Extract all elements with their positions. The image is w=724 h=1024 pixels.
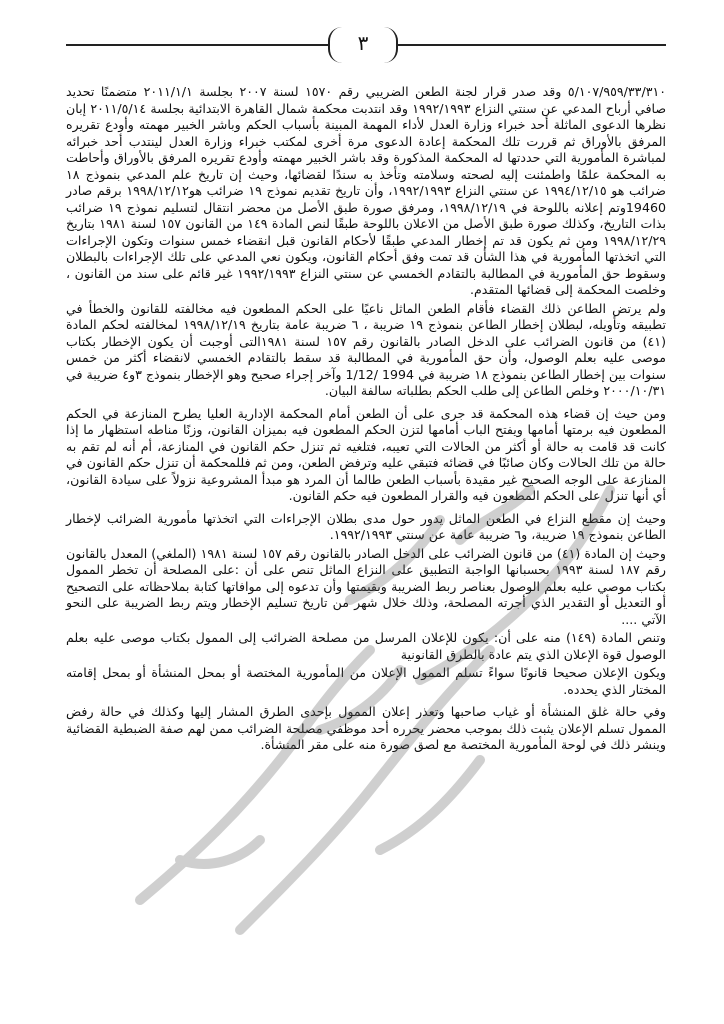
paragraph-7: ويكون الإعلان صحيحا قانونًا سواءً تسلم الممول الإعلان من المأمورية المختصة أو بمحل المنشأة أو بمحل إقامته المختار الذي يحدده. (66, 665, 666, 697)
document-body (66, 84, 666, 756)
paragraph-6: وتنص المادة (١٤٩) منه على أن: يكون للإعلان المرسل من مصلحة الضرائب إلى الممول بكتاب موصى عليه بعلم الوصول قوة الإعلان الذي يتم عادة بالطرق القانونية (66, 630, 666, 662)
paragraph-1: ٥/١٠٧/٩٥٩/٣٣/٣١٠ وقد صدر قرار لجنة الطعن الضريبي رقم ١٥٧٠ لسنة ٢٠٠٧ بجلسة ٢٠١١/١/١ متضمنًا تحديد صافي أرباح المدعي عن سنتي النزاع ١٩٩٢/١٩٩٣ وقد انتدبت محكمة شمال القاهرة الابتدائية بجلسة ٢٠١١/٥/١٤ إبان نظرها الدعوى الماثلة أحد خبراء وزارة العدل لأداء المهمة المبينة بأسباب الحكم وباشر الخبير مهمته وأودع تقريره المرفق بالأوراق ثم قررت تلك المحكمة إعادة الدعوى مرة أخرى لمكتب خبراء وزارة العدل لينتدب أحد خبرائه لمباشرة المأمورية التي حددتها له المحكمة المذكورة وقد باشر الخبير مهمته وأودع تقريره المرفق بالأوراق وأحاطت به المحكمة علمًا واطمئنت إليه لصحته وسلامته وتأخذ به سندًا لقضائها، وحيث إن تاريخ علم المدعي بنموذج ١٨ ضرائب هو ١٩٩٤/١٢/١٥ عن سنتي النزاع ١٩٩٢/١٩٩٣، وأن تاريخ تقديم نموذج ١٩ ضرائب هو١٩٩٨/١٢/١٢ برقم صادر 19460وتم إعلانه باللوحة في ١٩٩٨/١٢/١٩، ومرفق صورة طبق الأصل من محضر انتقال لتسليم نموذج ١٩ ضرائب بذات التاريخ، وكذلك صورة طبق الأصل من الاعلان باللوحة طبقًا لنص المادة ١٤٩ من القانون ١٥٧ لسنة ١٩٨١ بتاريخ ١٩٩٨/١٢/٢٩ ومن ثم يكون قد تم إخطار المدعي طبقًا لأحكام القانون قبل انقضاء خمس سنوات وتكون الإجراءات التي اتخذتها المأمورية في هذا الشأن قد تمت وفق أحكام القانون، ويكون نعي المدعي على تلك الإجراءات بالبطلان وسقوط حق المأمورية في المطالبة بالتقادم الخمسي عن سنتي النزاع ١٩٩٢/١٩٩٣ غير قائم على سند من القانون ، وخلصت المحكمة إلى قضائها المتقدم. (66, 84, 667, 297)
paragraph-3: ومن حيث إن قضاء هذه المحكمة قد جرى على أن الطعن أمام المحكمة الإدارية العليا يطرح المنازعة في الحكم المطعون فيه برمتها أمامها ويفتح الباب أمامها لتزن الحكم المطعون فيه بميزان القانون، وزنًا مناطه استظهار ما إذا كانت قد قامت به حالة أو أكثر من الحالات التي تعيبه، فتلغيه ثم تنزل حكم القانون في المنازعة، أم أنه لم تقم به حالة من تلك الحالات وكان صائبًا في قضائه فتبقي عليه وترفض الطعن، ومن ثم فللمحكمة أن تنزل حكم القانون في المنازعة على الوجه الصحيح غير مقيدة بأسباب الطعن طالما أن المرد هو مبدأ المشروعية نزولاً على سيادة القانون، أي أنها تنزل على الحكم المطعون فيه والقرار المطعون فيه حكم القانون. (66, 405, 666, 503)
paragraph-2: ولم يرتض الطاعن ذلك القضاء فأقام الطعن الماثل ناعيًا على الحكم المطعون فيه مخالفته للقانون والخطأ في تطبيقه وتأويله، لبطلان إخطار الطاعن بنموذج ١٩ ضريبة ، ٦ ضريبة عامة بتاريخ ١٩٩٨/١٢/١٩ لمخالفته لحكم المادة (٤١) من قانون الضرائب على الدخل الصادر بالقانون رقم ١٥٧ لسنة ١٩٨١التى أوجبت أن يكون الإخطار بكتاب موصى عليه بعلم الوصول، وأن حق المأمورية في المطالبة قد سقط بالتقادم الخمسي لانقضاء أكثر من خمس سنوات بين إخطار الطاعن بنموذج ١٨ ضريبة في 1994 /1/12 وآخر إجراء صحيح وهو الإخطار بنموذج ٣و٤ ضريبة في ٢٠٠٠/١٠/٣١ وخلص الطاعن إلى طلب الحكم بطلباته سالفة البيان. (66, 300, 666, 398)
header-rule-left (66, 44, 328, 46)
page-number: ٣ (357, 31, 369, 55)
paragraph-5: وحيث إن المادة (٤١) من قانون الضرائب على الدخل الصادر بالقانون رقم ١٥٧ لسنة ١٩٨١ (الملغي) المعدل بالقانون رقم ١٨٧ لسنة ١٩٩٣ بحسبانها الواجبة التطبيق على النزاع الماثل تنص على أن :على المصلحة أن تخطر الممول بكتاب موصي عليه بعلم الوصول بعناصر ربط الضريبة وبقيمتها وأن تدعوه إلى موافاتها كتابة بملاحظاته على التصحيح أو التعديل أو التقدير الذي أجرته المصلحة، وذلك خلال شهر من تاريخ تسليم الإخطار ويتم ربط الضريبة على النحو الآتي .... (66, 545, 666, 627)
paragraph-4: وحيث إن مقطع النزاع في الطعن الماثل يدور حول مدى بطلان الإجراءات التي اتخذتها مأمورية الضرائب لإخطار الطاعن بنموذج ١٩ ضريبة، و٦ ضريبة عامة عن سنتي ١٩٩٢/١٩٩٣. (66, 510, 666, 542)
paragraph-8: وفي حالة غلق المنشأة أو غياب صاحبها وتعذر إعلان الممول بإحدى الطرق المشار إليها وكذلك في حالة رفض الممول تسلم الإعلان يثبت ذلك بموجب محضر يحرره أحد موظفي مصلحة الضرائب ممن لهم صفة الضبطية القضائية وينشر ذلك في لوحة المأمورية المختصة مع لصق صورة منه على مقر المنشأة. (66, 704, 666, 752)
header-rule-right (396, 44, 666, 46)
page-number-frame (328, 27, 398, 63)
